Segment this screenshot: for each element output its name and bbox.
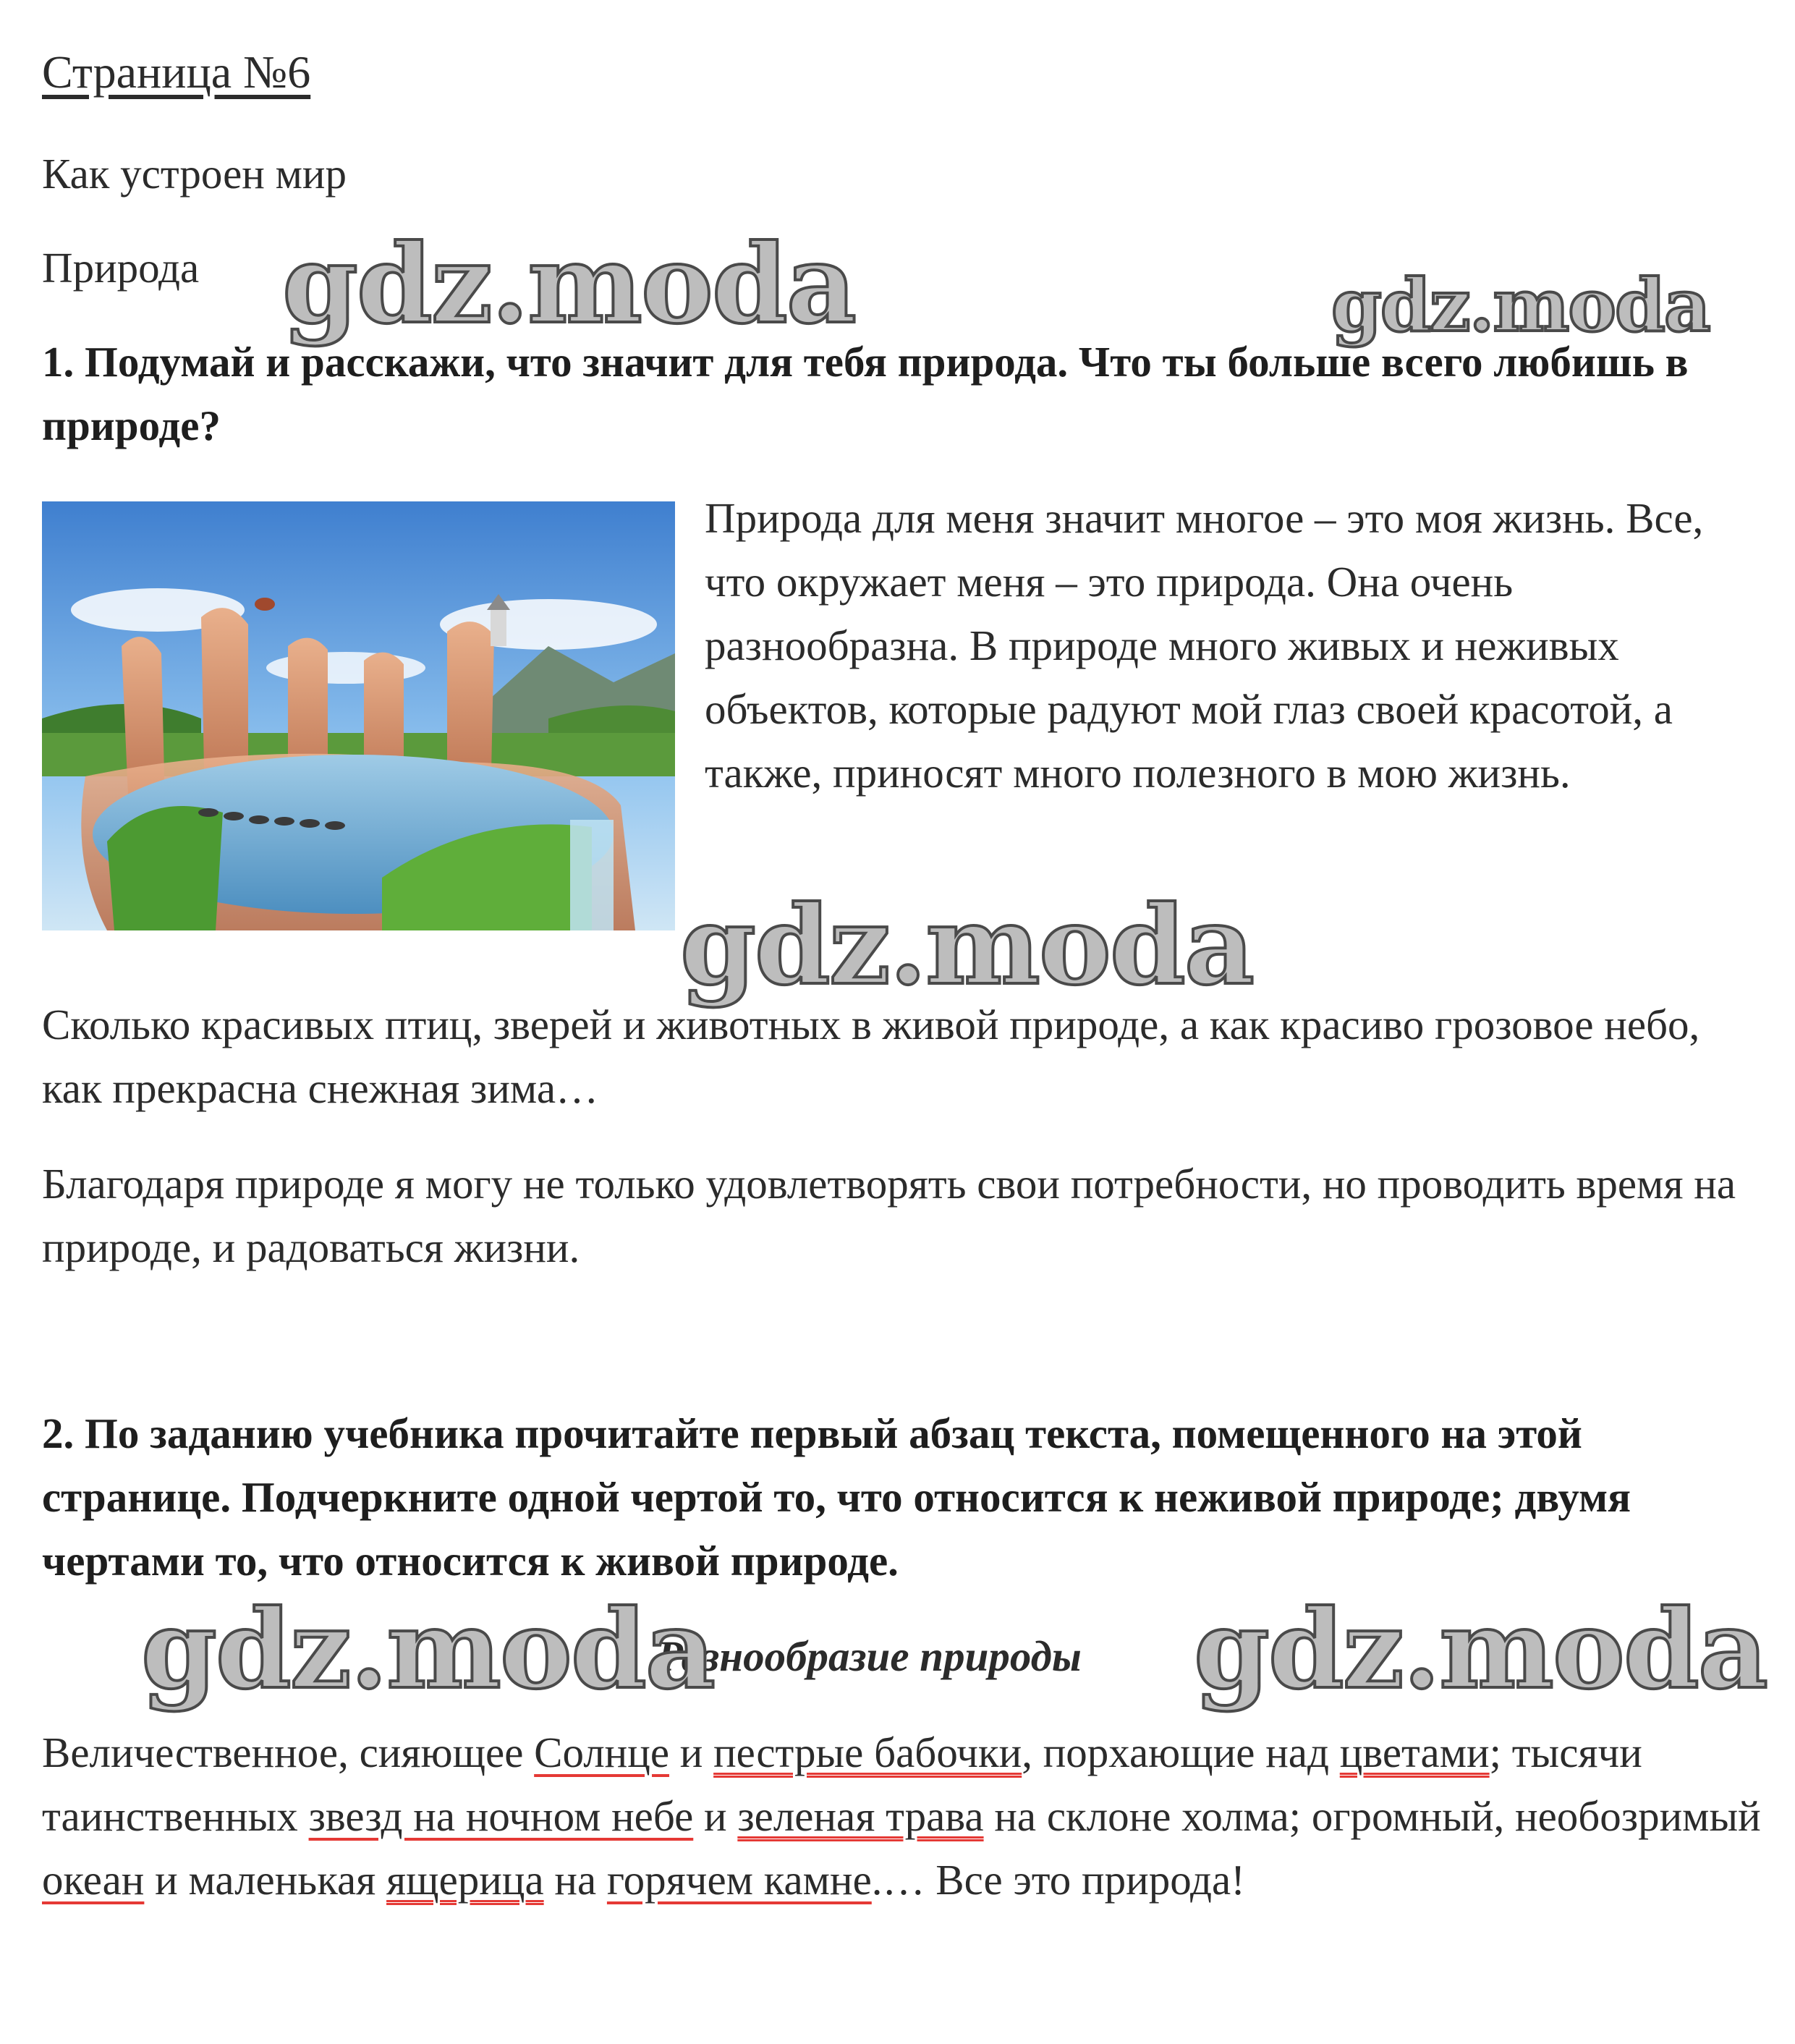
passage-segment: и маленькая xyxy=(144,1856,387,1904)
question-1: 1. Подумай и расскажи, что значит для тебя природа. Что ты больше всего любишь в природе? xyxy=(42,338,1689,449)
answer-1-paragraph-2: Сколько красивых птиц, зверей и животных в живой природе, а как красиво грозовое небо, как прекрасна снежная зима… xyxy=(42,1001,1700,1112)
passage-segment: на склоне холма; огромный, необозримый xyxy=(983,1792,1761,1840)
answer-1-paragraph-1: Природа для меня значит многое – это моя жизнь. Все, что окружает меня – это природа. Она очень разнообразна. В природе много живых и неживых объектов, которые радуют мой глаз своей красотой, а также, приносят много полезного в мою жизнь. xyxy=(705,494,1704,797)
passage-segment: ; тысячи таинственных xyxy=(42,1729,1642,1840)
hand-with-lake-image xyxy=(42,501,675,930)
passage-text xyxy=(42,1721,1764,1912)
watermark: gdz.moda xyxy=(282,221,856,348)
nonliving-underline: Солнце xyxy=(534,1729,670,1776)
passage-title: Разнообразие природы xyxy=(657,1632,1082,1680)
nature-hand-illustration xyxy=(42,501,675,930)
watermark: gdz.moda xyxy=(1194,1586,1768,1713)
passage-segment: Величественное, сияющее xyxy=(42,1729,535,1776)
passage-segment: .… Все это природа! xyxy=(871,1856,1245,1904)
living-double-underline: пестрые бабочки xyxy=(713,1729,1022,1776)
passage-segment: и xyxy=(693,1792,738,1840)
passage-segment: и xyxy=(669,1729,714,1776)
nonliving-underline: звезд на ночном небе xyxy=(308,1792,694,1840)
living-double-underline: ящерица xyxy=(386,1856,544,1904)
passage-segment: на xyxy=(543,1856,607,1904)
passage-segment: , порхающие над xyxy=(1022,1729,1340,1776)
watermark: gdz.moda xyxy=(141,1586,715,1713)
question-2: 2. По заданию учебника прочитайте первый абзац текста, помещенного на этой странице. Подчеркните одной чертой то, что относится к неживой природе; двумя чертами то, что относится к живой природе. xyxy=(42,1409,1631,1585)
section-title: Как устроен мир xyxy=(42,150,347,198)
answer-1-paragraph-3: Благодаря природе я могу не только удовлетворять свои потребности, но проводить время на природе, и радоваться жизни. xyxy=(42,1160,1736,1271)
living-double-underline: зеленая трава xyxy=(737,1792,984,1840)
page-heading: Страница №6 xyxy=(42,46,311,98)
watermark: gdz.moda xyxy=(1331,263,1710,348)
nonliving-underline: горячем камне xyxy=(606,1856,872,1904)
watermark: gdz.moda xyxy=(680,882,1254,1009)
living-double-underline: цветами xyxy=(1339,1729,1490,1776)
nonliving-underline: океан xyxy=(42,1856,145,1904)
subsection-title: Природа xyxy=(42,244,200,292)
